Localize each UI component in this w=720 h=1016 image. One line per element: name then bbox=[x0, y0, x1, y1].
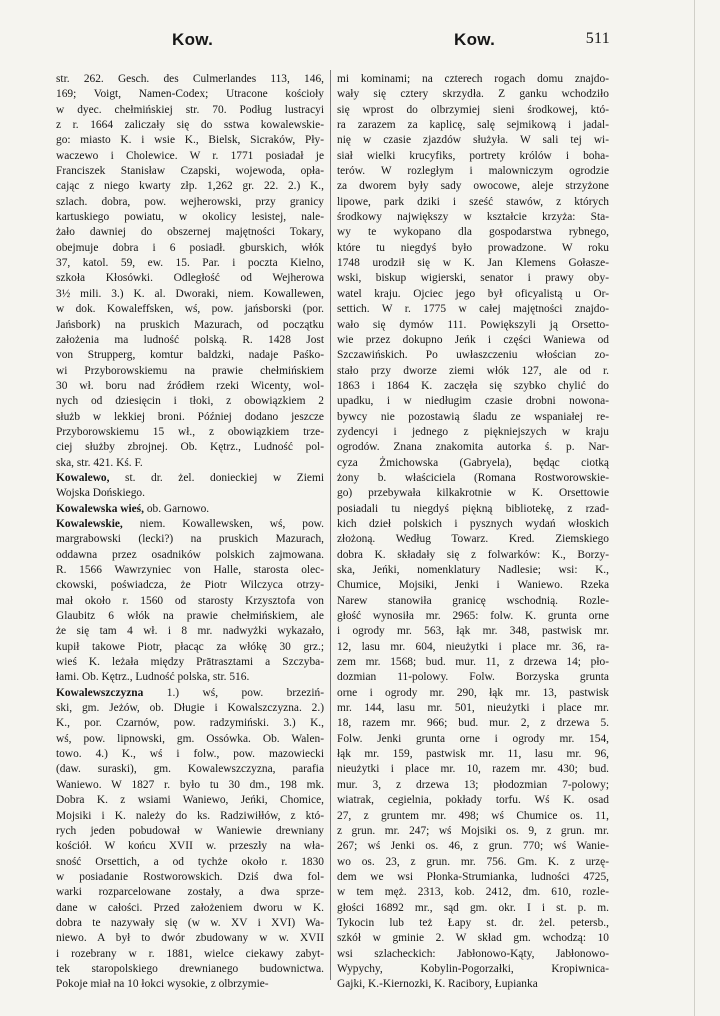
text-line bbox=[56, 931, 324, 946]
line-text: ra zarazem za kaplicę, salę sejmikową i jadal- bbox=[337, 119, 609, 132]
line-text: dem we wsi Płonka-Strumianka, ludności 4725, bbox=[337, 870, 609, 883]
text-line bbox=[337, 410, 609, 425]
line-text: margrabowski (lecki?) na pruskich Mazurach, bbox=[56, 533, 324, 546]
line-text: watel kraju. Ojciec jego był oficyalistą u Or- bbox=[337, 287, 609, 300]
line-text: wi Przyborowskiemu na prawie chełmińskiem bbox=[56, 364, 324, 377]
text-line bbox=[56, 686, 324, 701]
line-text: posiadali tu niegdyś piękną bibliotekę, z rzad- bbox=[337, 502, 609, 515]
page-header bbox=[48, 30, 610, 54]
line-text: siał wielki krucyfiks, portrety królów i boha- bbox=[337, 149, 609, 162]
text-line bbox=[337, 517, 609, 532]
text-line bbox=[337, 364, 609, 379]
line-text: Mojsiki i K. należy do ks. Radziwiłłów, z któ- bbox=[56, 809, 324, 822]
text-line bbox=[56, 977, 324, 992]
line-text: 30 wł. boru nad źródłem rzeki Wicenty, wol- bbox=[56, 379, 324, 392]
text-line bbox=[337, 824, 609, 839]
text-line bbox=[56, 594, 324, 609]
text-line bbox=[56, 410, 324, 425]
line-text: wski, biskup wigierski, senator i prawy oby- bbox=[337, 272, 609, 285]
text-line bbox=[337, 901, 609, 916]
text-line bbox=[56, 379, 324, 394]
text-line bbox=[56, 517, 324, 532]
text-line bbox=[337, 379, 609, 394]
line-text: że się tam 4 wł. i 8 mr. nadwyżki wykazało, bbox=[56, 625, 324, 638]
text-line bbox=[337, 670, 609, 685]
text-line bbox=[56, 394, 324, 409]
entry-headword: Kowalewska wieś, bbox=[56, 502, 144, 515]
line-text: kościół. W końcu XVII w. przeszły na wła- bbox=[56, 840, 324, 853]
text-line bbox=[56, 486, 324, 501]
text-line bbox=[337, 747, 609, 762]
entry-headword: Kowalewszczyzna bbox=[56, 686, 144, 699]
running-head-right: Kow. bbox=[454, 30, 496, 49]
text-line bbox=[337, 532, 609, 547]
text-line bbox=[56, 256, 324, 271]
text-line bbox=[337, 701, 609, 716]
entry bbox=[56, 502, 324, 517]
text-line bbox=[56, 747, 324, 762]
line-text: niem. Kowallewsken, wś, pow. bbox=[122, 517, 324, 530]
text-line bbox=[56, 809, 324, 824]
line-text: mur. 3, z drzewa 13; płodozmian 7-polowy; bbox=[337, 778, 609, 791]
text-line bbox=[56, 164, 324, 179]
text-line bbox=[56, 287, 324, 302]
line-text: zydencyi i jednego z piękniejszych w kraju bbox=[337, 425, 609, 438]
text-line bbox=[337, 164, 609, 179]
text-line bbox=[56, 578, 324, 593]
text-line bbox=[56, 179, 324, 194]
line-text: z grun. mr. 247; wś Mojsiki os. 9, z grun. mr. bbox=[337, 824, 609, 837]
text-line bbox=[56, 732, 324, 747]
text-line bbox=[56, 241, 324, 256]
line-text: orne i ogrody mr. 290, łąk mr. 13, pastwisk bbox=[337, 686, 609, 699]
line-text: ogrodów. Znana znakomita autorka ś. p. Nar- bbox=[337, 441, 609, 454]
line-text: zem mr. 1568; bud. mur. 11, z drzewa 14; pło- bbox=[337, 656, 609, 669]
text-line bbox=[56, 870, 324, 885]
line-text: go) przebywała kilkakrotnie w K. Orsettowie bbox=[337, 487, 609, 500]
line-text: Jańsbork) na pruskich Mazurach, od początku bbox=[56, 318, 324, 331]
text-line bbox=[337, 624, 609, 639]
text-line bbox=[56, 440, 324, 455]
text-line bbox=[337, 778, 609, 793]
line-text: 27, z gruntem mr. 498; wś Chumice os. 11, bbox=[337, 809, 609, 822]
text-line bbox=[56, 762, 324, 777]
text-line bbox=[337, 149, 609, 164]
line-text: kupił takowe Piotr, płacąc za włókę 30 grz.; bbox=[56, 640, 324, 653]
text-line bbox=[56, 885, 324, 900]
text-line bbox=[337, 916, 609, 931]
line-text: ob. Garnowo. bbox=[143, 502, 210, 515]
text-line bbox=[337, 72, 609, 87]
text-line bbox=[56, 471, 324, 486]
text-line bbox=[56, 655, 324, 670]
text-line bbox=[337, 716, 609, 731]
text-line bbox=[337, 179, 609, 194]
line-text: łąk mr. 159, pastwisk mr. 11, lasu mr. 96, bbox=[337, 748, 609, 761]
page-edge-shadow bbox=[694, 0, 695, 1016]
text-line bbox=[56, 456, 324, 471]
text-line bbox=[56, 793, 324, 808]
text-line bbox=[337, 793, 609, 808]
line-text: w dok. Kowaleffsken, wś, pow. jańsborski (por. bbox=[56, 303, 324, 316]
line-text: go: miasto K. i wsie K., Bielsk, Sicraków, Pły- bbox=[56, 134, 324, 147]
text-line bbox=[337, 548, 609, 563]
line-text: kartuskiego powiatu, w okolicy lesistej, nale- bbox=[56, 211, 324, 224]
text-line bbox=[337, 947, 609, 962]
text-line bbox=[56, 87, 324, 102]
text-line bbox=[337, 609, 609, 624]
line-text: settich. W r. 1775 w całej majętności znajdo- bbox=[337, 303, 609, 316]
text-line bbox=[337, 732, 609, 747]
line-text: służb w lekkiej broni. Później dodano jeszcze bbox=[56, 410, 324, 423]
text-line bbox=[56, 962, 324, 977]
line-text: rych jeden pobudował w Waniewie drewniany bbox=[56, 824, 324, 837]
text-line bbox=[56, 701, 324, 716]
text-line bbox=[337, 87, 609, 102]
text-line bbox=[337, 225, 609, 240]
text-line bbox=[56, 225, 324, 240]
text-line bbox=[56, 72, 324, 87]
line-text: za dworem były sady owocowe, aleje strzyżone bbox=[337, 180, 609, 193]
line-text: wało się dymów 111. Powiększyli ją Orsetto- bbox=[337, 318, 609, 331]
line-text: dobra K. składały się z folwarków: K., Borzy- bbox=[337, 548, 609, 561]
text-line bbox=[337, 318, 609, 333]
text-line bbox=[56, 670, 324, 685]
text-line bbox=[337, 348, 609, 363]
line-text: ski, gm. Jeżów, ob. Długie i Kowalszczyzna. 2.) bbox=[56, 702, 324, 715]
text-line bbox=[337, 302, 609, 317]
line-text: w posiadanie Rostworowskich. Dziś dwa fol- bbox=[56, 870, 324, 883]
line-text: Franciszek Stanisław Czapski, wojewoda, opła- bbox=[56, 165, 324, 178]
text-line bbox=[56, 364, 324, 379]
line-text: głość wynosiła mr. 2965: folw. K. grunta orne bbox=[337, 610, 609, 623]
line-text: 1.) wś, pow. brzeziń- bbox=[143, 686, 324, 699]
line-text: cając z niego kwarty złp. 1,262 gr. 22. 2.) K., bbox=[56, 180, 324, 193]
text-line bbox=[56, 195, 324, 210]
text-line bbox=[337, 686, 609, 701]
line-text: Gajki, K.-Kiernozki, K. Racibory, Łupianka bbox=[337, 978, 538, 991]
text-line bbox=[56, 548, 324, 563]
line-text: lipowe, park dziki i sześć stawów, z których bbox=[337, 195, 609, 208]
line-text: szlach. dobra, pow. wejherowski, przy granicy bbox=[56, 195, 324, 208]
line-text: mał około r. 1560 od starosty Krzysztofa von bbox=[56, 594, 324, 607]
line-text: cyza Żmichowska (Gabryela), będąc ciotką bbox=[337, 456, 609, 469]
text-line bbox=[337, 440, 609, 455]
text-line bbox=[337, 425, 609, 440]
line-text: 18, razem mr. 966; bud. mur. 2, z drzewa 5. bbox=[337, 717, 609, 730]
line-text: upadku, i w niedługim czasie drobni nowona- bbox=[337, 395, 609, 408]
text-line bbox=[337, 195, 609, 210]
text-line bbox=[56, 149, 324, 164]
text-line bbox=[56, 302, 324, 317]
line-text: str. 262. Gesch. des Culmerlandes 113, 146, bbox=[56, 73, 324, 85]
line-text: się wprost do olbrzymiej sieni środkowej, któ- bbox=[337, 103, 609, 116]
line-text: st. dr. żel. donieckiej w Ziemi bbox=[109, 471, 324, 484]
text-line bbox=[56, 348, 324, 363]
text-line bbox=[337, 855, 609, 870]
text-line bbox=[337, 640, 609, 655]
line-text: nię w czasie zjazdów służyła. W sali tej wi- bbox=[337, 134, 609, 147]
line-text: 1748 urodził się w K. Jan Klemens Gołasze- bbox=[337, 257, 609, 270]
text-line bbox=[56, 425, 324, 440]
line-text: głości 16892 mr., sąd gm. okr. I i st. p. m. bbox=[337, 901, 609, 914]
line-text: ciej służby zbrojnej. Ob. Kętrz., Ludność pol- bbox=[56, 441, 324, 454]
text-line bbox=[56, 318, 324, 333]
left-column bbox=[56, 72, 324, 993]
line-text: Folw. Jenki grunta orne i ogrody mr. 154, bbox=[337, 732, 609, 745]
line-text: łami. Ob. Kętrz., Ludność polska, str. 516. bbox=[56, 671, 250, 684]
line-text: Pokoje miał na 10 łokci wysokie, z olbrzymie- bbox=[56, 978, 269, 991]
entry bbox=[56, 686, 324, 993]
text-line bbox=[337, 762, 609, 777]
text-line bbox=[56, 333, 324, 348]
line-text: bywcy nie pozostawią śladu ze wspaniałej re- bbox=[337, 410, 609, 423]
line-text: Narew stanowiła granicę wschodnią. Rozle- bbox=[337, 594, 609, 607]
text-line bbox=[56, 563, 324, 578]
line-text: nieużytki i place mr. 10, razem mr. 430; bud. bbox=[337, 763, 609, 776]
text-line bbox=[337, 133, 609, 148]
text-line bbox=[337, 809, 609, 824]
line-text: i ogrody mr. 563, łąk mr. 348, pastwisk mr. bbox=[337, 625, 609, 638]
line-text: z r. 1664 zaliczały się do sstwa kowalewskie- bbox=[56, 119, 324, 132]
line-text: w dyec. chełmińskiej str. 70. Podług lustracyi bbox=[56, 103, 324, 116]
page-number: 511 bbox=[585, 30, 610, 47]
text-line bbox=[56, 839, 324, 854]
line-text: wały się cztery skrzydła. Z ganku wchodziło bbox=[337, 88, 609, 101]
line-text: Glaubitz 6 włók na prawie chełmińskiem, ale bbox=[56, 610, 324, 623]
text-line bbox=[337, 563, 609, 578]
line-text: mi kominami; na czterech rogach domu znajdo- bbox=[337, 73, 609, 85]
line-text: środkowy największy w kształcie krzyża: Sta- bbox=[337, 211, 609, 224]
line-text: sność Orsettich, a od tychże około r. 1830 bbox=[56, 855, 324, 868]
line-text: dane w całości. Przed założeniem dworu w K. bbox=[56, 901, 324, 914]
line-text: ska, Jeńki, nomenklatury Nadlesie; wsi: K., bbox=[337, 564, 609, 576]
text-line bbox=[337, 962, 609, 977]
text-line bbox=[56, 118, 324, 133]
entry-continuation bbox=[337, 72, 609, 993]
line-text: wieś K. leżała między Prātrasztami a Szczyba- bbox=[56, 656, 324, 669]
text-line bbox=[337, 977, 609, 992]
line-text: waczewo i Cholewice. W r. 1771 posiadał je bbox=[56, 149, 324, 162]
text-line bbox=[56, 609, 324, 624]
running-head-left: Kow. bbox=[172, 30, 214, 49]
line-text: tek staropolskiego drewnianego budownictwa. bbox=[56, 962, 324, 975]
line-text: niewo. A był to dwór zbudowany w w. XVII bbox=[56, 932, 324, 945]
line-text: wsi szlacheckich: Jabłonowo-Kąty, Jabłonowo- bbox=[337, 947, 609, 960]
line-text: dobra te nazywały się (w w. XV i XVI) Wa- bbox=[56, 916, 324, 929]
entry bbox=[56, 517, 324, 686]
entry bbox=[56, 471, 324, 502]
line-text: Chumice, Mojsiki, Jenki i Waniewo. Rzeka bbox=[337, 579, 609, 592]
text-line bbox=[337, 486, 609, 501]
line-text: szkoła Kłosówki. Odległość od Wejherowa bbox=[56, 272, 324, 285]
line-text: stało przy dworze ziemi włók 127, ale od r. bbox=[337, 364, 609, 377]
line-text: 37, katol. 59, ew. 15. Par. i poczta Kielno, bbox=[56, 257, 324, 270]
entry-headword: Kowalewo, bbox=[56, 471, 110, 484]
text-line bbox=[337, 241, 609, 256]
line-text: mr. 144, lasu mr. 501, nieużytki i place mr. bbox=[337, 702, 609, 715]
line-text: w tem męż. 2313, kob. 2412, dm. 610, rozle- bbox=[337, 886, 609, 899]
text-line bbox=[56, 947, 324, 962]
text-line bbox=[337, 118, 609, 133]
text-line bbox=[337, 287, 609, 302]
line-text: które tu niegdyś było prowadzone. W roku bbox=[337, 241, 609, 254]
line-text: 1863 i 1864 K. zaczęła się szybko chylić do bbox=[337, 379, 609, 392]
line-text: towo. 4.) K., wś i folw., pow. mazowiecki bbox=[56, 748, 324, 761]
line-text: Waniewo. W 1827 r. było tu 30 dm., 198 mk. bbox=[56, 778, 324, 791]
line-text: 3½ mili. 3.) K. al. Dworaki, niem. Kowallewen, bbox=[56, 287, 324, 300]
line-text: oddawna przez osadników polskich zajmowana. bbox=[56, 548, 324, 561]
line-text: kich dzieł polskich i pysznych wydań włoskich bbox=[337, 517, 609, 530]
text-line bbox=[337, 210, 609, 225]
text-line bbox=[56, 103, 324, 118]
line-text: ska, str. 421. Kś. F. bbox=[56, 456, 143, 469]
line-text: terów. W rozległym i malowniczym ogrodzie bbox=[337, 165, 609, 178]
right-column bbox=[337, 72, 609, 993]
line-text: dozmian 11-polowy. Folw. Borzyska grunta bbox=[337, 671, 609, 684]
line-text: Przyborowskiemu 15 wł., z obowiązkiem trze- bbox=[56, 425, 324, 438]
text-line bbox=[337, 502, 609, 517]
line-text: von Strupperg, komtur baldzki, nadaje Paśko- bbox=[56, 349, 324, 362]
text-line bbox=[56, 502, 324, 517]
line-text: żony b. właściciela (Romana Rostworowskie- bbox=[337, 471, 609, 484]
line-text: Tykocin lub też Łapy st. dr. żel. petersb., bbox=[337, 916, 609, 929]
line-text: 12, lasu mr. 604, nieużytki i place mr. 36, ra- bbox=[337, 640, 609, 653]
text-line bbox=[56, 133, 324, 148]
line-text: 169; Voigt, Namen-Codex; Utracone kościoły bbox=[56, 88, 324, 101]
text-line bbox=[337, 271, 609, 286]
line-text: Dobra K. z wsiami Waniewo, Jeńki, Chomice, bbox=[56, 794, 324, 807]
entry-headword: Kowalewskie, bbox=[56, 517, 123, 530]
line-text: Wojska Dońskiego. bbox=[56, 487, 145, 500]
text-line bbox=[56, 855, 324, 870]
text-line bbox=[56, 532, 324, 547]
line-text: założenia ma ludność polską. R. 1428 Jost bbox=[56, 333, 324, 346]
line-text: ckowski, poświadcza, że Piotr Wilczyca otrzy- bbox=[56, 579, 324, 592]
text-line bbox=[56, 824, 324, 839]
text-line bbox=[56, 916, 324, 931]
text-line bbox=[56, 901, 324, 916]
line-text: wiatrak, cegielnia, pokłady torfu. Wś K. osad bbox=[337, 794, 609, 807]
text-line bbox=[337, 885, 609, 900]
text-line bbox=[337, 333, 609, 348]
text-line bbox=[337, 931, 609, 946]
line-text: szkół w gminie 2. W skład gm. wchodzą: 10 bbox=[337, 932, 609, 945]
text-line bbox=[56, 624, 324, 639]
text-line bbox=[56, 271, 324, 286]
line-text: Szczawińskich. Po uwłaszczeniu włościan zo- bbox=[337, 349, 609, 362]
text-line bbox=[56, 210, 324, 225]
line-text: obejmuje dobra i 6 posiadł. gburskich, włók bbox=[56, 241, 324, 254]
text-line bbox=[56, 778, 324, 793]
line-text: wś, pow. lipnowski, gm. Ossówka. Ob. Walen- bbox=[56, 732, 324, 745]
column-divider bbox=[330, 70, 331, 980]
text-line bbox=[337, 456, 609, 471]
line-text: 267; wś Jenki os. 46, z grun. 770; wś Wanie- bbox=[337, 840, 609, 853]
line-text: R. 1566 Wawrzyniec von Halle, starosta olec- bbox=[56, 564, 324, 576]
line-text: wo os. 23, z grun. mr. 756. Gm. K. z urzę- bbox=[337, 855, 609, 868]
text-line bbox=[56, 716, 324, 731]
line-text: i rozebrany w r. 1881, wielce ciekawy zabyt- bbox=[56, 947, 324, 960]
text-line bbox=[337, 870, 609, 885]
line-text: (daw. suraski), gm. Kowalewszczyzna, parafia bbox=[56, 763, 324, 776]
line-text: wie przez dokupno Jeńk i części Waniewa od bbox=[337, 333, 609, 346]
text-line bbox=[337, 471, 609, 486]
text-line bbox=[337, 578, 609, 593]
line-text: wy te wykopano dla gospodarstwa rybnego, bbox=[337, 226, 609, 239]
line-text: K., por. Czarnów, pow. radzymiński. 3.) K., bbox=[56, 717, 324, 730]
text-line bbox=[337, 394, 609, 409]
entry-continuation bbox=[56, 72, 324, 471]
line-text: warki rozparcelowane zostały, a dwa sprze- bbox=[56, 886, 324, 899]
text-line bbox=[337, 655, 609, 670]
text-line bbox=[56, 640, 324, 655]
text-line bbox=[337, 256, 609, 271]
text-line bbox=[337, 839, 609, 854]
line-text: żało dawniej do obszernej majętności Tokary, bbox=[56, 226, 324, 239]
line-text: złożoną. Według Towarz. Kred. Ziemskiego bbox=[337, 533, 609, 546]
line-text: nych od dziesięcin i tłoki, z obowiązkiem 2 bbox=[56, 395, 324, 408]
text-line bbox=[337, 594, 609, 609]
text-line bbox=[337, 103, 609, 118]
line-text: Wypychy, Kobylin-Pogorzałki, Kropiwnica- bbox=[337, 962, 609, 975]
